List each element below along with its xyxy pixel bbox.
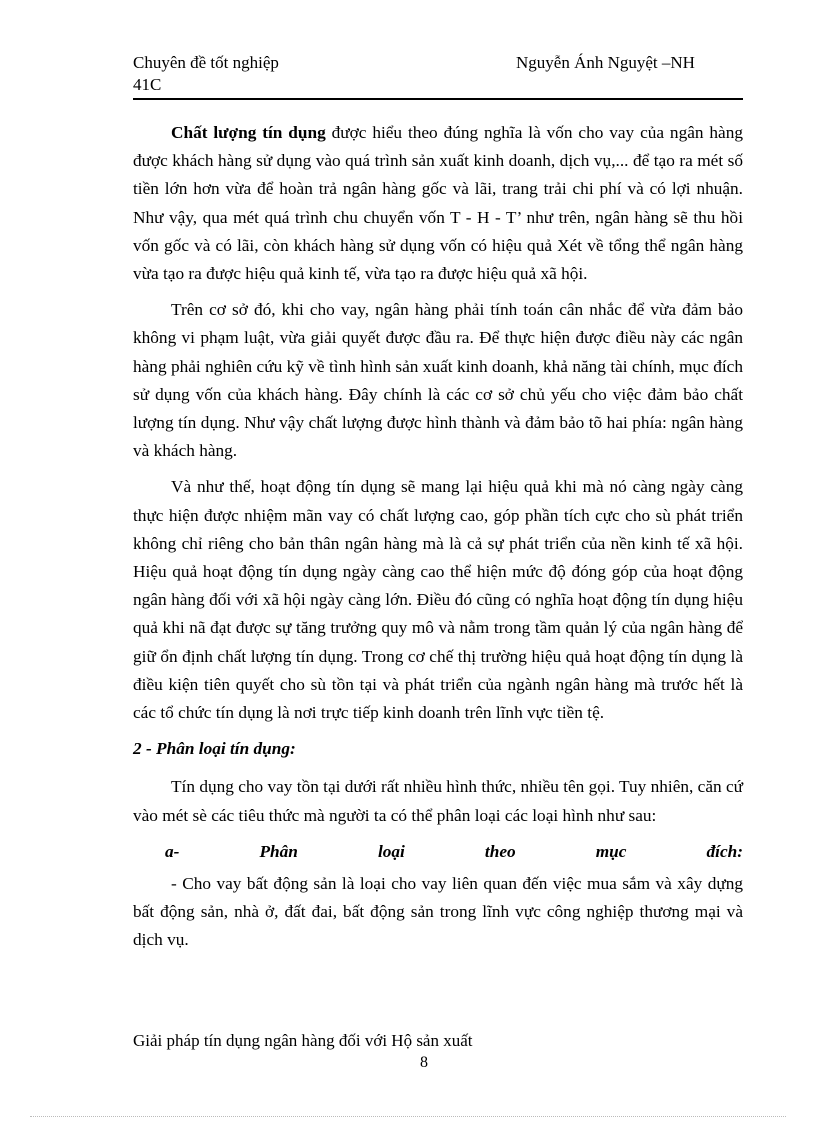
subheading-word: mục xyxy=(595,841,627,861)
header-document-type: Chuyên đề tốt nghiệp xyxy=(133,53,279,72)
paragraph-credit-quality-text: được hiểu theo đúng nghĩa là vốn cho vay của ngân hàng được khách hàng sử dụng vào quá trình sản xuất kinh doanh, dịch vụ,... để tạo ra mét số tiền lớn hơn vừa để hoàn trả ngân hàng gốc và lãi, trang trải chi phí và có lợi nhuận. Như vậy, qua mét quá trình chu chuyển vốn T - H - T’ như trên, ngân hàng sẽ thu hồi vốn gốc và có lãi, còn khách hàng sử dụng vốn có hiệu quả Xét về tổng thể ngân hàng vừa tạo ra được hiệu quả kinh tế, vừa tạo ra được hiệu quả xã hội. xyxy=(133,123,743,284)
page-bottom-edge xyxy=(30,1116,786,1117)
page-number: 8 xyxy=(420,1054,428,1071)
section-heading-credit-classification: 2 - Phân loại tín dụng: xyxy=(133,739,296,759)
subheading-classification-by-purpose xyxy=(133,838,743,866)
page-body xyxy=(133,119,743,963)
term-credit-quality: Chất lượng tín dụng xyxy=(171,123,326,142)
paragraph-credit-forms: Tín dụng cho vay tồn tại dưới rất nhiều hình thức, nhiều tên gọi. Tuy nhiên, căn cứ vào mét sè các tiêu thức mà người ta có thể phân loại các loại hình như sau: xyxy=(133,777,743,825)
subheading-word: Phân xyxy=(259,841,298,861)
paragraph-credit-efficiency: Và như thế, hoạt động tín dụng sẽ mang lại hiệu quả khi mà nó càng ngày càng thực hiện được nhiệm mãn vay có chất lượng cao, góp phần tích cực cho sù phát triển không chỉ riêng cho bản thân ngân hàng mà là cả sự phát triển của nền kinh tế xã hội. Hiệu quả hoạt động tín dụng ngày càng cao thể hiện mức độ đóng góp của hoạt động ngân hàng đối với xã hội ngày càng lớn. Điều đó cũng có nghĩa hoạt động tín dụng hiệu quả khi nã đạt được sự tăng trưởng quy mô và nằm trong tầm quản lý của ngân hàng để giữ ổn định chất lượng tín dụng. Trong cơ chế thị trường hiệu quả hoạt động tín dụng là điều kiện tiên quyết cho sù tồn tại và phát triển của ngành ngân hàng mà trước hết là các tổ chức tín dụng là nơi trực tiếp kinh doanh trên lĩnh vực tiền tệ. xyxy=(133,477,743,723)
subheading-word: a- xyxy=(165,841,180,861)
paragraph-credit-quality xyxy=(133,119,743,288)
header-author: Nguyễn Ánh Nguyệt –NH xyxy=(516,53,695,72)
footer-title: Giải pháp tín dụng ngân hàng đối với Hộ sản xuất xyxy=(133,1031,473,1050)
subheading-word: đích: xyxy=(706,841,743,861)
header-divider xyxy=(133,98,743,100)
paragraph-lending-basis: Trên cơ sở đó, khi cho vay, ngân hàng phải tính toán cân nhắc để vừa đảm bảo không vi phạm luật, vừa giải quyết được đầu ra. Để thực hiện được điều này các ngân hàng phải nghiên cứu kỹ về tình hình sản xuất kinh doanh, khả năng tài chính, mục đích sử dụng vốn của khách hàng. Đây chính là các cơ sở chủ yếu cho việc đảm bảo chất lượng tín dụng. Như vậy chất lượng được hình thành và đảm bảo tõ hai phía: ngân hàng và khách hàng. xyxy=(133,300,743,461)
subheading-word: loại xyxy=(377,841,405,861)
header-class-code: 41C xyxy=(133,75,162,94)
header-left xyxy=(133,52,279,96)
paragraph-real-estate-loans: - Cho vay bất động sản là loại cho vay liên quan đến việc mua sắm và xây dựng bất động sản, nhà ở, đất đai, bất động sản trong lĩnh vực công nghiệp thương mại và dịch vụ. xyxy=(133,874,743,950)
subheading-word: theo xyxy=(484,841,516,861)
